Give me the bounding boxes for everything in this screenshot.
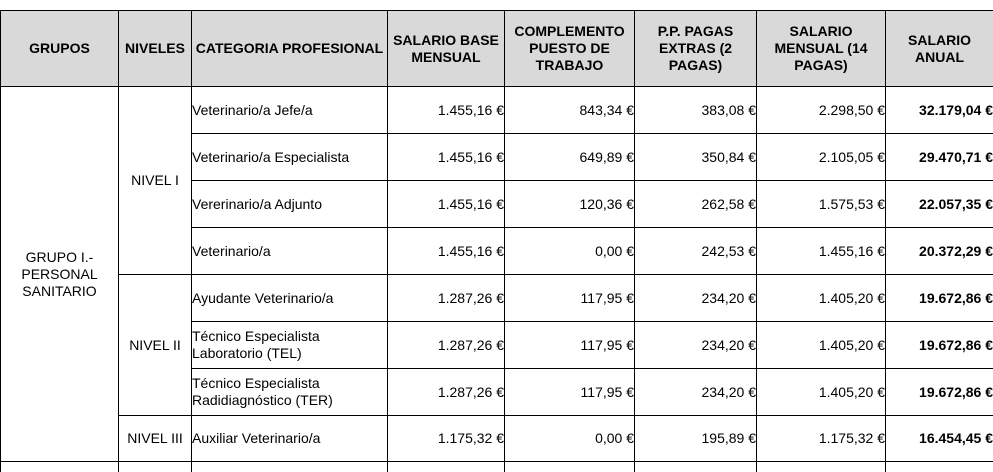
empty-cell [886, 462, 993, 472]
header-pp-pagas: P.P. PAGAS EXTRAS (2 PAGAS) [635, 11, 757, 87]
empty-cell [119, 462, 192, 472]
anual-cell: 16.454,45 € [886, 416, 993, 462]
categoria-cell: Ayudante Veterinario/a [192, 275, 388, 322]
base-cell: 1.287,26 € [388, 322, 505, 369]
mensual-cell: 1.175,32 € [757, 416, 886, 462]
pp-cell: 234,20 € [635, 369, 757, 416]
pp-cell: 350,84 € [635, 134, 757, 181]
anual-cell: 19.672,86 € [886, 369, 993, 416]
base-cell: 1.455,16 € [388, 228, 505, 275]
categoria-line: Laboratorio (TEL) [192, 345, 387, 362]
mensual-cell: 1.405,20 € [757, 369, 886, 416]
pp-cell: 234,20 € [635, 322, 757, 369]
mensual-cell: 1.455,16 € [757, 228, 886, 275]
mensual-cell: 2.298,50 € [757, 87, 886, 134]
grupo-cell: GRUPO I.- PERSONAL SANITARIO [1, 87, 119, 462]
empty-cell [192, 462, 388, 472]
anual-cell: 19.672,86 € [886, 275, 993, 322]
pp-cell: 242,53 € [635, 228, 757, 275]
header-grupos: GRUPOS [1, 11, 119, 87]
categoria-cell: Auxiliar Veterinario/a [192, 416, 388, 462]
empty-cell [757, 462, 886, 472]
complemento-cell: 117,95 € [505, 275, 635, 322]
categoria-cell: Veterinario/a Especialista [192, 134, 388, 181]
header-niveles: NIVELES [119, 11, 192, 87]
complemento-cell: 117,95 € [505, 322, 635, 369]
complemento-cell: 120,36 € [505, 181, 635, 228]
mensual-cell: 2.105,05 € [757, 134, 886, 181]
categoria-cell: Veterinario/a [192, 228, 388, 275]
pp-cell: 262,58 € [635, 181, 757, 228]
salary-table [0, 10, 993, 472]
categoria-cell [192, 369, 388, 416]
anual-cell: 32.179,04 € [886, 87, 993, 134]
categoria-cell: Veterinario/a Jefe/a [192, 87, 388, 134]
base-cell: 1.455,16 € [388, 181, 505, 228]
base-cell: 1.455,16 € [388, 87, 505, 134]
pp-cell: 383,08 € [635, 87, 757, 134]
categoria-cell [192, 322, 388, 369]
mensual-cell: 1.405,20 € [757, 275, 886, 322]
pp-cell: 195,89 € [635, 416, 757, 462]
anual-cell: 20.372,29 € [886, 228, 993, 275]
anual-cell: 19.672,86 € [886, 322, 993, 369]
table-row [1, 87, 993, 134]
header-salario-base: SALARIO BASE MENSUAL [388, 11, 505, 87]
nivel-cell: NIVEL III [119, 416, 192, 462]
mensual-cell: 1.575,53 € [757, 181, 886, 228]
empty-cell [1, 462, 119, 472]
table-row [1, 275, 993, 322]
empty-cell [635, 462, 757, 472]
complemento-cell: 0,00 € [505, 416, 635, 462]
table-row [1, 416, 993, 462]
empty-cell [505, 462, 635, 472]
base-cell: 1.175,32 € [388, 416, 505, 462]
header-salario-mensual: SALARIO MENSUAL (14 PAGAS) [757, 11, 886, 87]
base-cell: 1.455,16 € [388, 134, 505, 181]
categoria-line: Técnico Especialista [192, 375, 387, 392]
nivel-cell: NIVEL I [119, 87, 192, 275]
mensual-cell: 1.405,20 € [757, 322, 886, 369]
categoria-cell: Vererinario/a Adjunto [192, 181, 388, 228]
header-complemento: COMPLEMENTO PUESTO DE TRABAJO [505, 11, 635, 87]
base-cell: 1.287,26 € [388, 275, 505, 322]
empty-cell [388, 462, 505, 472]
complemento-cell: 843,34 € [505, 87, 635, 134]
categoria-line: Técnico Especialista [192, 328, 387, 345]
anual-cell: 29.470,71 € [886, 134, 993, 181]
base-cell: 1.287,26 € [388, 369, 505, 416]
categoria-line: Radidiagnóstico (TER) [192, 392, 387, 409]
anual-cell: 22.057,35 € [886, 181, 993, 228]
complemento-cell: 649,89 € [505, 134, 635, 181]
complemento-cell: 117,95 € [505, 369, 635, 416]
nivel-cell: NIVEL II [119, 275, 192, 416]
pp-cell: 234,20 € [635, 275, 757, 322]
complemento-cell: 0,00 € [505, 228, 635, 275]
table-row-continued [1, 462, 993, 472]
header-categoria: CATEGORIA PROFESIONAL [192, 11, 388, 87]
header-row [1, 11, 993, 87]
header-salario-anual: SALARIO ANUAL [886, 11, 993, 87]
